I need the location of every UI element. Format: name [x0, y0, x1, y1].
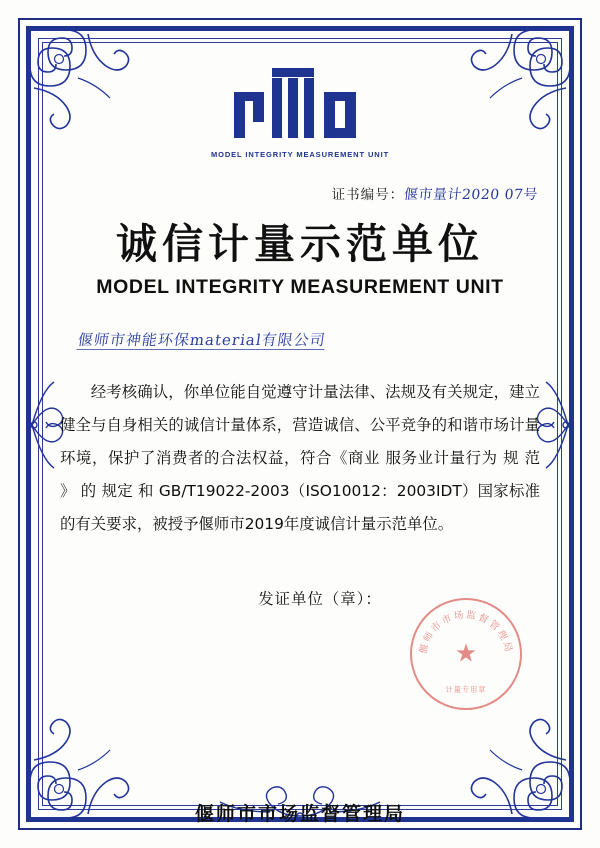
page-title-cn: 诚信计量示范单位: [116, 220, 484, 268]
logo-block: [56, 66, 544, 159]
seal-arc-label: 偃师市市场监督管理局: [417, 609, 515, 655]
seal-bottom-label: 计量专用章: [445, 685, 487, 694]
page-title-en: MODEL INTEGRITY MEASUREMENT UNIT: [96, 276, 504, 298]
logo-caption: MODEL INTEGRITY MEASUREMENT UNIT: [210, 150, 390, 159]
monogram-miu-icon: [232, 66, 368, 143]
issuer-label: 发证单位（章）：: [258, 590, 382, 608]
serial-number-label: 证书编号：: [331, 187, 405, 203]
serial-number-row: [56, 183, 544, 205]
recipient-name: 偃师市神能环保material有限公司: [76, 331, 327, 349]
certificate-body: [56, 376, 544, 541]
certificate-body-paragraph: 经考核确认，你单位能自觉遵守计量法律、法规及有关规定，建立健全与自身相关的诚信计量体系，营造诚信、公平竞争的和谐市场计量环境，保护了消费者的合法权益，符合《商业 服务业计量行为 规 范 》 的 规定 和 GB/T19022-2003（ISO10012：2003IDT）国家标准的有关要求，被授予偃师市2019年度诚信计量示范单位。: [60, 383, 540, 533]
star-icon: ★: [454, 639, 478, 668]
certificate-content: [56, 52, 544, 778]
issuing-organization: 偃师市市场监督管理局: [194, 803, 405, 825]
serial-number-value: 偃市量计2020 07号: [403, 187, 539, 203]
